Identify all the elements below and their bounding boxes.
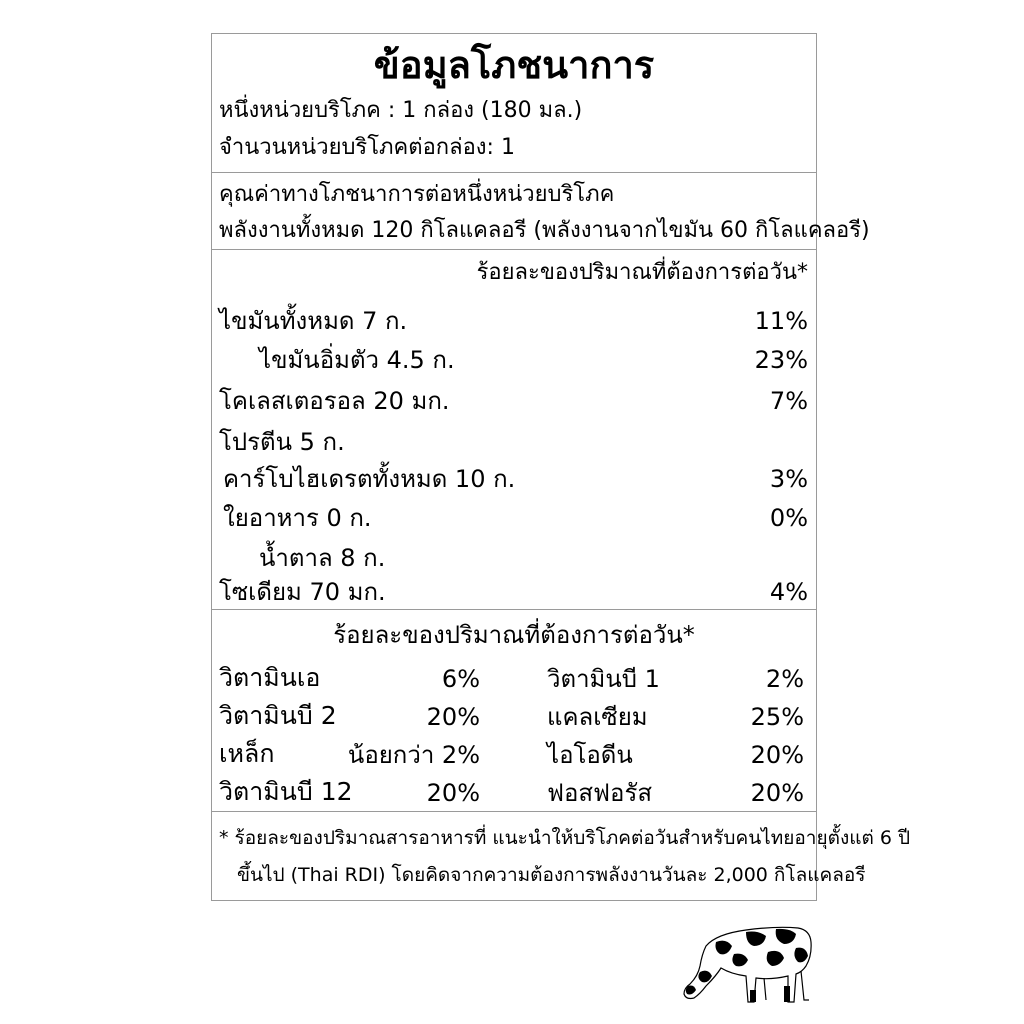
- energy-total: พลังงานทั้งหมด 120 กิโลแคลอรี (พลังงานจากไขมัน 60 กิโลแคลอรี): [219, 218, 870, 243]
- divider: [212, 172, 816, 173]
- cow-icon: [676, 916, 816, 1016]
- vitamin-pct: น้อยกว่า 2%: [347, 741, 480, 769]
- footnote-line: ขึ้นไป (Thai RDI) โดยคิดจากความต้องการพลังงานวันละ 2,000 กิโลแคลอรี: [237, 864, 866, 886]
- vitamin-pct: 2%: [765, 665, 804, 693]
- servings-per-pack: จำนวนหน่วยบริโภคต่อกล่อง: 1: [219, 135, 515, 160]
- vitamins-header: ร้อยละของปริมาณที่ต้องการต่อวัน*: [333, 621, 695, 649]
- divider: [212, 249, 816, 250]
- vitamin-name: วิตามินเอ: [219, 663, 321, 692]
- footnote-line: * ร้อยละของปริมาณสารอาหารที่ แนะนำให้บริโภคต่อวันสำหรับคนไทยอายุตั้งแต่ 6 ปี: [219, 827, 911, 849]
- nutrient-pct: 3%: [769, 465, 808, 493]
- nutrient-pct: 0%: [769, 504, 808, 532]
- divider: [212, 811, 816, 812]
- vitamin-name: วิตามินบี 1: [547, 665, 660, 693]
- nutrient-pct: 23%: [754, 346, 808, 374]
- nutrient-label: คาร์โบไฮเดรตทั้งหมด 10 ก.: [223, 465, 516, 493]
- vitamin-name: วิตามินบี 12: [219, 777, 353, 806]
- nutrient-label: โซเดียม 70 มก.: [219, 578, 386, 606]
- divider: [212, 609, 816, 610]
- nutrient-pct: 11%: [754, 307, 808, 335]
- nutrient-label: น้ำตาล 8 ก.: [259, 544, 386, 572]
- nutrient-label: โปรตีน 5 ก.: [219, 428, 345, 456]
- vitamin-pct: 20%: [426, 703, 480, 731]
- vitamin-name: แคลเซียม: [547, 703, 648, 731]
- vitamin-pct: 25%: [750, 703, 804, 731]
- nutrient-pct: 4%: [769, 578, 808, 606]
- nutrient-label: ไขมันอิ่มตัว 4.5 ก.: [259, 346, 455, 374]
- serving-size: หนึ่งหน่วยบริโภค : 1 กล่อง (180 มล.): [219, 98, 583, 123]
- vitamin-pct: 20%: [750, 779, 804, 807]
- vitamin-pct: 20%: [750, 741, 804, 769]
- nutrient-pct: 7%: [769, 387, 808, 415]
- vitamin-name: เหล็ก: [219, 739, 275, 768]
- nutrition-facts-panel: [211, 33, 911, 901]
- dv-header: ร้อยละของปริมาณที่ต้องการต่อวัน*: [476, 260, 808, 285]
- nutrient-label: ใยอาหาร 0 ก.: [223, 504, 372, 532]
- vitamin-name: ฟอสฟอรัส: [547, 779, 652, 807]
- page-title: ข้อมูลโภชนาการ: [373, 43, 655, 87]
- vitamin-pct: 6%: [441, 665, 480, 693]
- nutrient-label: โคเลสเตอรอล 20 มก.: [219, 387, 450, 415]
- vitamin-name: วิตามินบี 2: [219, 701, 337, 730]
- vitamin-pct: 20%: [426, 779, 480, 807]
- vitamin-name: ไอโอดีน: [547, 741, 633, 769]
- nutrient-label: ไขมันทั้งหมด 7 ก.: [219, 307, 408, 335]
- energy-heading: คุณค่าทางโภชนาการต่อหนึ่งหน่วยบริโภค: [219, 182, 615, 207]
